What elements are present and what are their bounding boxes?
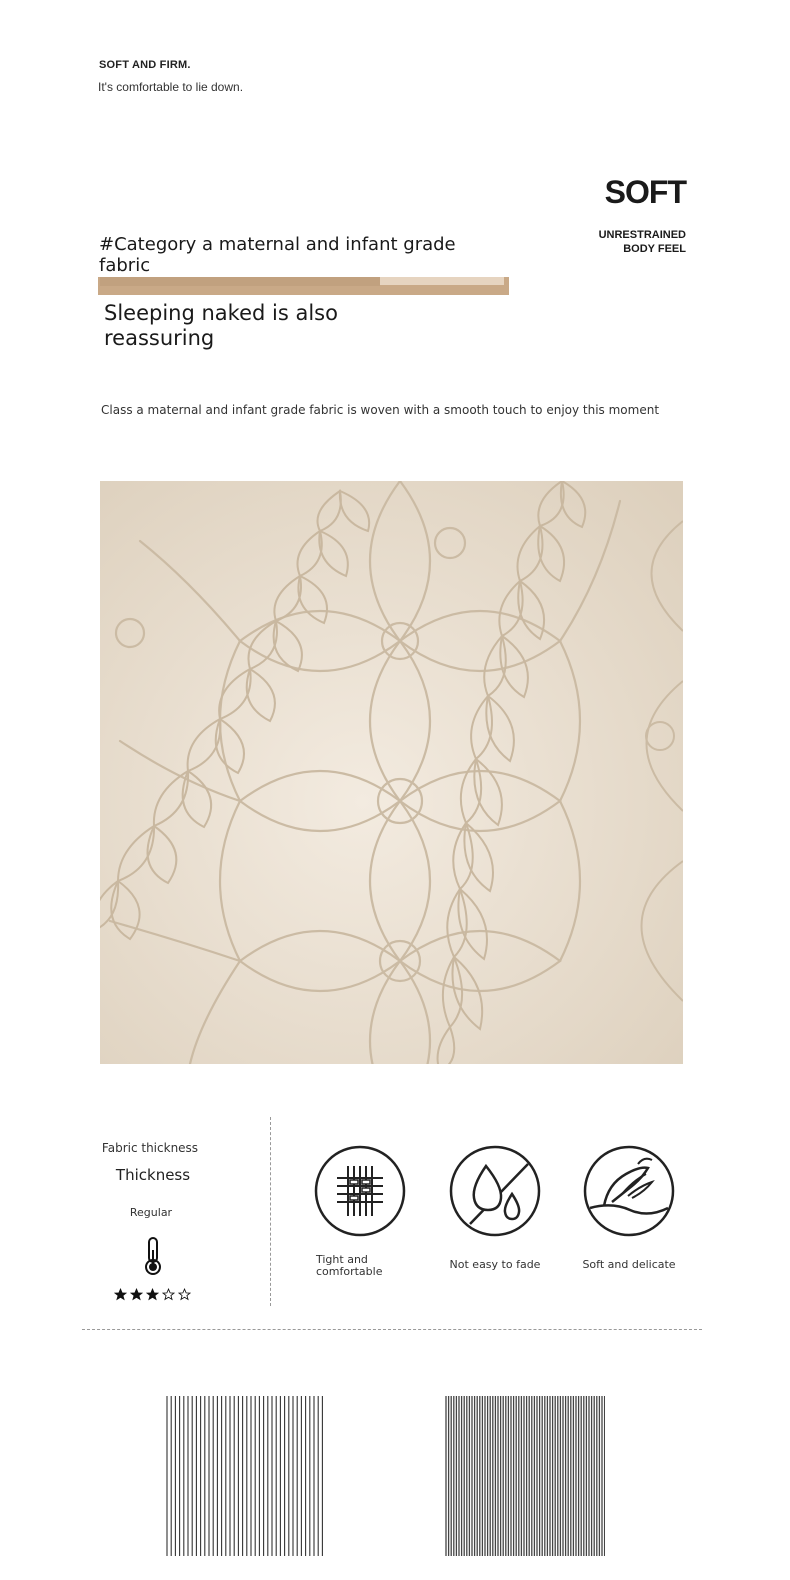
weave-icon xyxy=(313,1144,407,1238)
quilted-fabric-image xyxy=(100,481,683,1064)
thermometer-icon xyxy=(142,1236,164,1280)
accent-bar-highlight xyxy=(380,277,504,285)
headline: Sleeping naked is also reassuring xyxy=(104,301,338,350)
feature-soft-label: Soft and delicate xyxy=(582,1258,676,1271)
star-filled-icon xyxy=(114,1288,127,1301)
soft-subheading xyxy=(599,228,686,256)
feature-tight-label-line1: Tight and xyxy=(316,1253,368,1266)
water-drops-icon xyxy=(448,1144,542,1238)
feature-soft xyxy=(582,1144,712,1238)
stripe-swatch-dense xyxy=(445,1396,605,1556)
star-filled-icon xyxy=(130,1288,143,1301)
soft-subheading-line1: UNRESTRAINED xyxy=(598,229,686,241)
soft-heading: SOFT xyxy=(604,174,686,210)
category-heading: #Category a maternal and infant grade fabric xyxy=(99,234,456,276)
feature-fade xyxy=(448,1144,578,1238)
thickness-title: Thickness xyxy=(115,1166,191,1184)
feather-hand-icon xyxy=(582,1144,676,1238)
section-subtitle: It's comfortable to lie down. xyxy=(98,80,244,94)
star-empty-icon xyxy=(162,1288,175,1301)
quilted-fabric-illustration xyxy=(100,481,683,1064)
star-empty-icon xyxy=(178,1288,191,1301)
vertical-divider xyxy=(270,1117,271,1306)
thickness-label: Fabric thickness xyxy=(101,1141,199,1155)
feature-tight-label xyxy=(316,1254,382,1278)
feature-tight-label-line2: comfortable xyxy=(316,1265,383,1278)
section-title: SOFT AND FIRM. xyxy=(99,59,191,71)
sparse-stripe-illustration xyxy=(166,1396,324,1556)
star-filled-icon xyxy=(146,1288,159,1301)
horizontal-divider xyxy=(82,1329,702,1330)
feature-fade-label: Not easy to fade xyxy=(449,1258,541,1271)
stripe-swatch-sparse xyxy=(166,1396,324,1556)
soft-subheading-line2: BODY FEEL xyxy=(623,243,686,255)
accent-bar-shade xyxy=(100,277,380,286)
dense-stripe-illustration xyxy=(445,1396,605,1556)
thickness-value: Regular xyxy=(129,1206,173,1219)
description: Class a maternal and infant grade fabric is woven with a smooth touch to enjoy this moment xyxy=(101,403,660,417)
feature-tight xyxy=(313,1144,443,1238)
thickness-rating xyxy=(114,1288,191,1301)
